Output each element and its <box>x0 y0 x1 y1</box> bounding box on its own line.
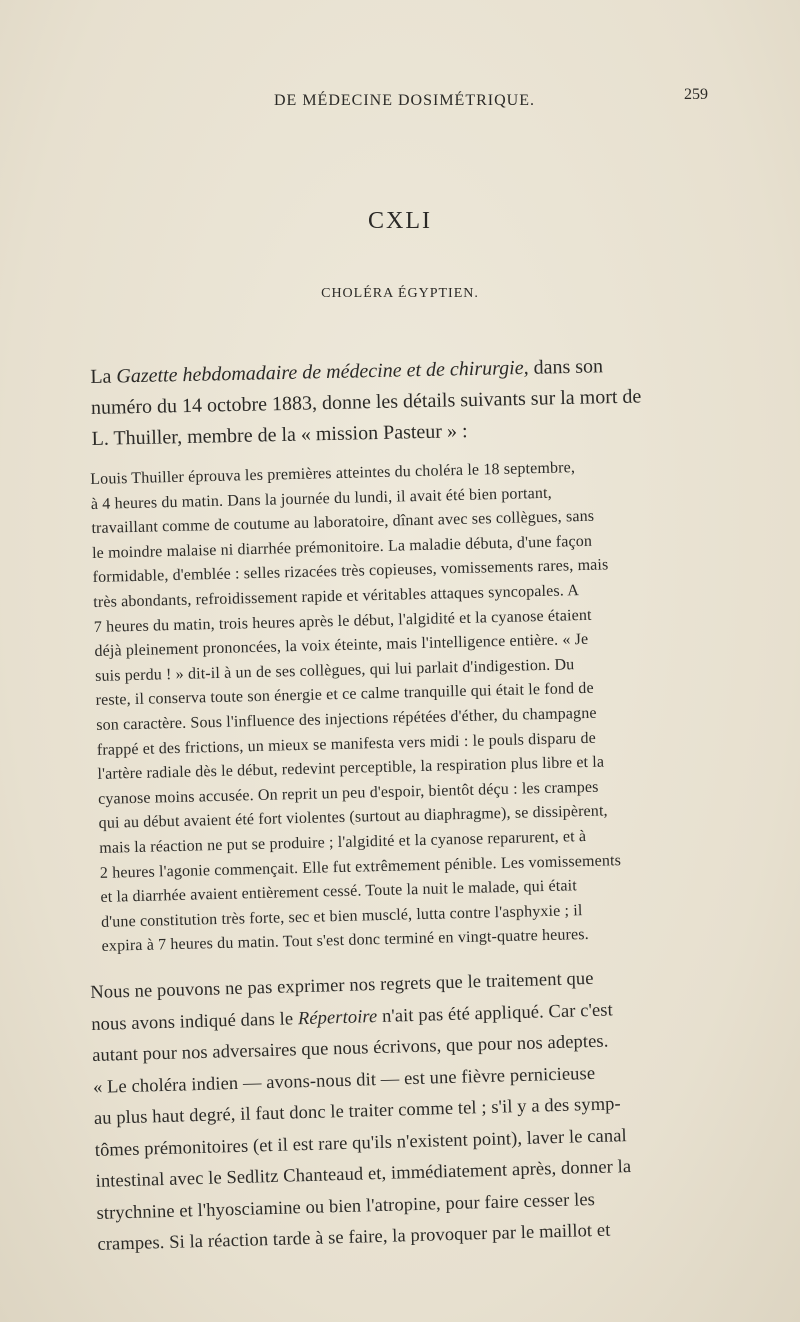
text-line: le moindre malaise ni diarrhée prémonitoire. La maladie débuta, d'une façon <box>91 532 593 562</box>
text-line: expira à 7 heures du matin. Tout s'est donc terminé en vingt-quatre heures. <box>101 926 590 956</box>
text-line: frappé et des frictions, un mieux se manifesta vers midi : le pouls disparu de <box>96 729 597 759</box>
text-line: et la diarrhée avaient entièrement cessé. Toute la nuit le malade, qui était <box>100 877 578 906</box>
line-text: intestinal avec le Sedlitz Chanteaud et, immédiatement après, donner la <box>95 1156 632 1192</box>
page-number: 259 <box>684 86 708 103</box>
intro-paragraph <box>90 349 722 455</box>
text-line: suis perdu ! » dit-il à un de ses collègues, qui lui parlait d'indigestion. Du <box>94 655 575 685</box>
text-line: formidable, d'emblée : selles rizacées très copieuses, vomissements rares, mais <box>92 556 609 587</box>
text-line: mais la réaction ne put se produire ; l'algidité et la cyanose reparurent, et à <box>99 827 587 857</box>
line-text: tômes prémonitoires (et il est rare qu'ils n'existent point), laver le canal <box>94 1125 627 1161</box>
running-head: DE MÉDECINE DOSIMÉTRIQUE. <box>274 92 535 109</box>
line-text: L. Thuiller, membre de la « mission Pasteur » : <box>91 420 468 450</box>
text-line: travaillant comme de coutume au laboratoire, dînant avec ses collègues, sans <box>91 507 595 538</box>
line-text: crampes. Si la réaction tarde à se faire, la provoquer par le maillot et <box>97 1220 611 1255</box>
line-text: numéro du 14 octobre 1883, donne les détails suivants sur la mort de <box>90 385 642 419</box>
text-line: son caractère. Sous l'influence des injections répétées d'éther, du champagne <box>96 704 597 734</box>
text-line: 2 heures l'agonie commençait. Elle fut extrêmement pénible. Les vomissements <box>99 851 622 882</box>
text-line: 7 heures du matin, trois heures après le début, l'algidité et la cyanose étaient <box>93 606 592 636</box>
line-text: Nous ne pouvons ne pas exprimer nos regrets que le traitement que <box>90 968 594 1003</box>
line-text: « Le choléra indien — avons-nous dit — est une fièvre pernicieuse <box>92 1063 596 1098</box>
text-line: d'une constitution très forte, sec et bien musclé, lutta contre l'asphyxie ; il <box>100 901 583 931</box>
line-text: nous avons indiqué dans le <box>91 1008 299 1035</box>
commentary-paragraph <box>90 960 738 1261</box>
text-line: déjà pleinement prononcées, la voix éteinte, mais l'intelligence entière. « Je <box>94 631 589 661</box>
chapter-title: CHOLÉRA ÉGYPTIEN. <box>321 286 479 301</box>
text-line: cyanose moins accusée. On reprit un peu d'espoir, bientôt déçu : les crampes <box>97 778 599 808</box>
line-text: dans son <box>528 355 604 379</box>
line-text: n'ait pas été appliqué. Car c'est <box>377 999 614 1027</box>
line-text: autant pour nos adversaires que nous écrivons, que pour nos adeptes. <box>91 1031 609 1066</box>
text-line: reste, il conserva toute son énergie et ce calme tranquille qui était le fond de <box>95 680 594 710</box>
text-line: qui au début avaient été fort violentes (surtout au diaphragme), se dissipèrent, <box>98 802 608 833</box>
journal-title: Gazette hebdomadaire de médecine et de chirurgie, <box>116 356 529 388</box>
book-title: Répertoire <box>297 1006 378 1029</box>
text-line: à 4 heures du matin. Dans la journée du lundi, il avait été bien portant, <box>90 484 552 513</box>
quoted-report <box>90 453 732 960</box>
text-line: très abondants, refroidissement rapide et véritables attaques syncopales. A <box>93 582 580 611</box>
text-line: Louis Thuiller éprouva les premières atteintes du choléra le 18 septembre, <box>90 459 576 488</box>
line-text: La <box>90 365 117 388</box>
chapter-number: CXLI <box>368 208 432 234</box>
line-text: strychnine et l'hyosciamine ou bien l'atropine, pour faire cesser les <box>96 1189 596 1224</box>
text-line: l'artère radiale dès le début, redevint perceptible, la respiration plus libre et la <box>97 753 605 784</box>
line-text: au plus haut degré, il faut donc le traiter comme tel ; s'il y a des symp- <box>93 1094 622 1129</box>
